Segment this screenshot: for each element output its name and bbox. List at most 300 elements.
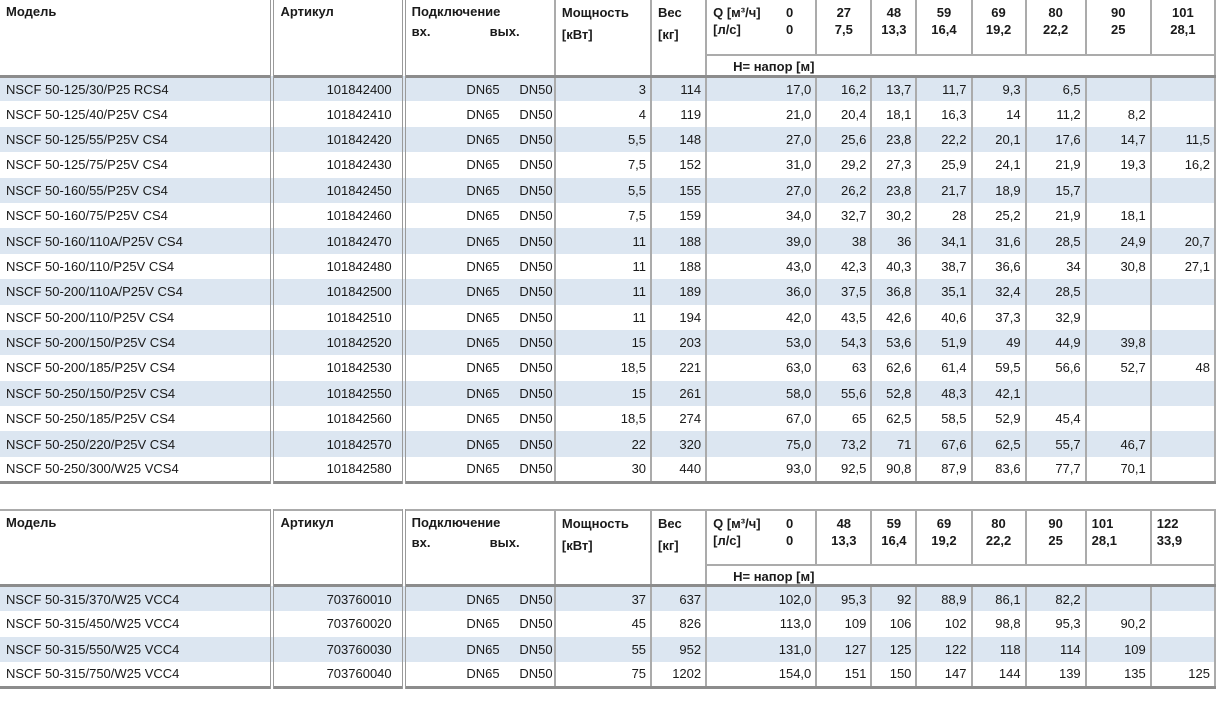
flow-zero-value: 0 [786, 515, 794, 531]
flow-ls-value: 28,1 [1091, 532, 1117, 548]
cell-head-value: 21,9 [1026, 203, 1086, 228]
cell-head-value: 42,6 [871, 305, 916, 330]
cell-connection-outlet: DN50 [519, 591, 553, 607]
cell-connection-outlet: DN50 [519, 81, 553, 97]
cell-model: NSCF 50-160/110A/P25V CS4 [0, 228, 272, 253]
cell-connection-inlet: DN65 [466, 131, 500, 147]
flow-m3h-value: 101 [1172, 5, 1194, 20]
cell-connection [404, 152, 555, 177]
cell-weight: 159 [651, 203, 706, 228]
cell-head-value [1151, 381, 1215, 406]
cell-weight: 952 [651, 637, 706, 662]
cell-model: NSCF 50-200/110/P25V CS4 [0, 305, 272, 330]
flow-m3h-value: 90 [1110, 5, 1126, 20]
column-header-connection [404, 0, 555, 76]
column-header-flow-90 [1026, 510, 1086, 565]
cell-head-value: 46,7 [1086, 431, 1151, 456]
flow-m3h-value: 90 [1048, 515, 1063, 531]
cell-connection [404, 228, 555, 253]
cell-connection-inlet: DN65 [466, 106, 500, 122]
cell-model: NSCF 50-315/370/W25 VCC4 [0, 586, 272, 611]
cell-weight: 203 [651, 330, 706, 355]
cell-head-value: 34,0 [706, 203, 816, 228]
cell-connection [404, 330, 555, 355]
table-header [0, 510, 1215, 586]
column-header-power [555, 0, 651, 76]
cell-head-value [1151, 586, 1215, 611]
flow-ls-value: 13,3 [881, 22, 907, 37]
cell-head-value: 20,4 [816, 101, 871, 126]
cell-head-value: 38 [816, 228, 871, 253]
cell-head-value: 122 [916, 637, 971, 662]
cell-head-value: 109 [816, 611, 871, 636]
cell-power: 45 [555, 611, 651, 636]
flow-sub-label: [л/с] [713, 532, 741, 548]
cell-head-value: 28,5 [1026, 228, 1086, 253]
table-body [0, 76, 1215, 482]
cell-article: 101842430 [272, 152, 403, 177]
cell-head-value: 82,2 [1026, 586, 1086, 611]
cell-model: NSCF 50-250/150/P25V CS4 [0, 381, 272, 406]
cell-head-value: 45,4 [1026, 406, 1086, 431]
cell-connection [404, 611, 555, 636]
cell-model: NSCF 50-125/40/P25V CS4 [0, 101, 272, 126]
flow-ls-value: 33,9 [1156, 532, 1183, 548]
cell-head-value [1151, 305, 1215, 330]
cell-connection-inlet: DN65 [466, 641, 500, 657]
cell-article: 101842510 [272, 305, 403, 330]
cell-connection-outlet: DN50 [519, 284, 553, 300]
cell-article: 703760020 [272, 611, 403, 636]
cell-model: NSCF 50-160/110/P25V CS4 [0, 254, 272, 279]
cell-head-value: 39,8 [1086, 330, 1151, 355]
cell-connection-inlet: DN65 [466, 335, 500, 351]
cell-power: 55 [555, 637, 651, 662]
cell-connection-outlet: DN50 [519, 666, 553, 682]
cell-head-value: 135 [1086, 662, 1151, 687]
flow-ls-value: 13,3 [831, 532, 857, 548]
cell-head-value: 36,8 [871, 279, 916, 304]
cell-connection-outlet: DN50 [519, 182, 553, 198]
cell-weight: 148 [651, 127, 706, 152]
column-header-flow-69 [916, 510, 971, 565]
cell-head-value: 31,0 [706, 152, 816, 177]
flow-m3h-value: 48 [886, 5, 902, 20]
cell-power: 15 [555, 330, 651, 355]
table-row [0, 279, 1215, 304]
cell-head-value: 52,7 [1086, 355, 1151, 380]
cell-weight: 826 [651, 611, 706, 636]
cell-model: NSCF 50-125/30/P25 RCS4 [0, 76, 272, 101]
cell-connection-inlet: DN65 [466, 461, 500, 477]
cell-weight: 119 [651, 101, 706, 126]
cell-connection-outlet: DN50 [519, 360, 553, 376]
cell-article: 101842410 [272, 101, 403, 126]
table-row [0, 178, 1215, 203]
column-header-model: Модель [0, 510, 272, 586]
cell-connection-inlet: DN65 [466, 284, 500, 300]
cell-head-value: 25,6 [816, 127, 871, 152]
cell-head-value: 56,6 [1026, 355, 1086, 380]
cell-model: NSCF 50-315/750/W25 VCC4 [0, 662, 272, 687]
column-header-flow-122 [1151, 510, 1215, 565]
cell-head-value: 25,2 [972, 203, 1026, 228]
flow-m3h-value: 69 [991, 5, 1006, 20]
cell-head-value: 67,0 [706, 406, 816, 431]
cell-head-value: 75,0 [706, 431, 816, 456]
cell-model: NSCF 50-250/300/W25 VCS4 [0, 457, 272, 482]
table-row [0, 637, 1215, 662]
cell-power: 75 [555, 662, 651, 687]
cell-head-value: 147 [916, 662, 971, 687]
column-header-flow-69 [972, 0, 1026, 55]
cell-head-value: 11,7 [916, 76, 971, 101]
column-header-flow-zero [706, 510, 816, 565]
column-header-flow-59 [916, 0, 971, 55]
cell-head-value: 18,1 [1086, 203, 1151, 228]
flow-ls-value: 22,2 [1042, 22, 1069, 37]
cell-article: 101842500 [272, 279, 403, 304]
connection-label: Подключение [411, 4, 501, 19]
cell-connection-inlet: DN65 [466, 385, 500, 401]
cell-head-value: 25,9 [916, 152, 971, 177]
cell-head-value: 65 [816, 406, 871, 431]
cell-weight: 188 [651, 254, 706, 279]
cell-connection [404, 431, 555, 456]
flow-ls-value: 25 [1048, 532, 1063, 548]
cell-head-value: 150 [871, 662, 916, 687]
cell-head-value: 125 [871, 637, 916, 662]
table-row [0, 305, 1215, 330]
cell-head-value [1151, 101, 1215, 126]
cell-head-value: 16,2 [816, 76, 871, 101]
cell-connection-inlet: DN65 [466, 616, 500, 632]
cell-head-value [1151, 76, 1215, 101]
cell-head-value: 92 [871, 586, 916, 611]
cell-head-value: 43,0 [706, 254, 816, 279]
cell-head-value [1086, 305, 1151, 330]
cell-connection [404, 178, 555, 203]
cell-head-value: 39,0 [706, 228, 816, 253]
cell-connection-inlet: DN65 [466, 360, 500, 376]
cell-head-value: 27,1 [1151, 254, 1215, 279]
cell-head-value: 18,9 [972, 178, 1026, 203]
cell-head-value: 53,6 [871, 330, 916, 355]
cell-head-value: 14,7 [1086, 127, 1151, 152]
flow-m3h-value: 27 [836, 5, 852, 20]
cell-head-value: 42,1 [972, 381, 1026, 406]
cell-head-value: 17,0 [706, 76, 816, 101]
cell-head-value: 77,7 [1026, 457, 1086, 482]
cell-article: 101842460 [272, 203, 403, 228]
cell-head-value: 52,9 [972, 406, 1026, 431]
cell-head-value: 87,9 [916, 457, 971, 482]
cell-head-value: 67,6 [916, 431, 971, 456]
cell-connection [404, 457, 555, 482]
cell-head-value: 28,5 [1026, 279, 1086, 304]
cell-connection-inlet: DN65 [466, 157, 500, 173]
cell-head-value: 55,7 [1026, 431, 1086, 456]
cell-connection [404, 279, 555, 304]
table-row [0, 457, 1215, 482]
cell-connection-inlet: DN65 [466, 309, 500, 325]
cell-head-value: 24,1 [972, 152, 1026, 177]
table-row [0, 127, 1215, 152]
cell-head-value: 98,8 [972, 611, 1026, 636]
cell-power: 30 [555, 457, 651, 482]
power-unit: [кВт] [561, 537, 593, 553]
cell-article: 101842550 [272, 381, 403, 406]
cell-head-value: 30,8 [1086, 254, 1151, 279]
column-header-connection [404, 510, 555, 586]
power-unit: [кВт] [561, 27, 593, 42]
cell-weight: 221 [651, 355, 706, 380]
cell-connection [404, 76, 555, 101]
cell-head-value [1026, 381, 1086, 406]
cell-head-value: 43,5 [816, 305, 871, 330]
cell-head-value: 14 [972, 101, 1026, 126]
cell-head-value: 92,5 [816, 457, 871, 482]
cell-model: NSCF 50-200/185/P25V CS4 [0, 355, 272, 380]
cell-connection [404, 637, 555, 662]
cell-connection-inlet: DN65 [466, 182, 500, 198]
cell-connection [404, 662, 555, 687]
cell-head-value: 49 [972, 330, 1026, 355]
cell-head-value [1086, 76, 1151, 101]
flow-zero-value: 0 [786, 5, 794, 20]
table-row [0, 203, 1215, 228]
flow-m3h-value: 59 [936, 5, 952, 20]
cell-head-value: 17,6 [1026, 127, 1086, 152]
cell-head-value: 62,5 [972, 431, 1026, 456]
cell-power: 4 [555, 101, 651, 126]
table-row [0, 330, 1215, 355]
cell-model: NSCF 50-250/185/P25V CS4 [0, 406, 272, 431]
cell-head-value: 62,5 [871, 406, 916, 431]
cell-head-value: 27,3 [871, 152, 916, 177]
cell-head-value: 38,7 [916, 254, 971, 279]
column-header-weight [651, 510, 706, 586]
cell-article: 101842420 [272, 127, 403, 152]
cell-head-value: 8,2 [1086, 101, 1151, 126]
table-row [0, 662, 1215, 687]
cell-head-value [1151, 611, 1215, 636]
cell-head-value [1086, 586, 1151, 611]
weight-unit: [кг] [658, 537, 679, 553]
cell-head-value: 32,9 [1026, 305, 1086, 330]
cell-connection-inlet: DN65 [466, 208, 500, 224]
column-header-flow-zero [706, 0, 816, 55]
pump-spec-table-2 [0, 509, 1216, 689]
cell-model: NSCF 50-125/55/P25V CS4 [0, 127, 272, 152]
cell-head-value: 15,7 [1026, 178, 1086, 203]
column-header-article: Артикул [272, 0, 403, 76]
cell-head-value: 90,8 [871, 457, 916, 482]
column-header-power [555, 510, 651, 586]
cell-head-value: 23,8 [871, 127, 916, 152]
power-label: Мощность [561, 5, 629, 20]
cell-head-value: 71 [871, 431, 916, 456]
cell-head-value: 37,5 [816, 279, 871, 304]
cell-head-value [1151, 406, 1215, 431]
cell-head-value: 32,4 [972, 279, 1026, 304]
cell-head-value: 19,3 [1086, 152, 1151, 177]
cell-article: 101842480 [272, 254, 403, 279]
cell-connection-inlet: DN65 [466, 666, 500, 682]
cell-weight: 440 [651, 457, 706, 482]
column-header-article: Артикул [272, 510, 403, 586]
cell-connection-outlet: DN50 [519, 233, 553, 249]
cell-connection-outlet: DN50 [519, 411, 553, 427]
cell-head-value: 18,1 [871, 101, 916, 126]
cell-head-value: 118 [972, 637, 1026, 662]
cell-head-value: 48,3 [916, 381, 971, 406]
cell-head-value: 102 [916, 611, 971, 636]
cell-head-value [1151, 279, 1215, 304]
cell-head-value: 48 [1151, 355, 1215, 380]
cell-head-value: 51,9 [916, 330, 971, 355]
column-header-flow-80 [972, 510, 1026, 565]
cell-head-value: 54,3 [816, 330, 871, 355]
cell-head-value: 44,9 [1026, 330, 1086, 355]
flow-label: Q [м³/ч] [713, 5, 761, 20]
cell-head-value: 36,6 [972, 254, 1026, 279]
flow-m3h-value: 80 [1048, 5, 1063, 20]
flow-ls-value: 16,4 [931, 22, 957, 37]
cell-connection-inlet: DN65 [466, 233, 500, 249]
column-header-flow-27 [816, 0, 871, 55]
cell-article: 101842530 [272, 355, 403, 380]
cell-connection-inlet: DN65 [466, 436, 500, 452]
cell-article: 101842400 [272, 76, 403, 101]
cell-head-value: 11,5 [1151, 127, 1215, 152]
table-row [0, 431, 1215, 456]
table-row [0, 381, 1215, 406]
cell-connection-outlet: DN50 [519, 616, 553, 632]
table-row [0, 406, 1215, 431]
cell-article: 101842470 [272, 228, 403, 253]
flow-ls-value: 28,1 [1170, 22, 1196, 37]
cell-connection-inlet: DN65 [466, 81, 500, 97]
cell-head-value: 88,9 [916, 586, 971, 611]
cell-head-value: 31,6 [972, 228, 1026, 253]
cell-head-value: 125 [1151, 662, 1215, 687]
cell-connection [404, 127, 555, 152]
cell-article: 101842450 [272, 178, 403, 203]
cell-head-value: 151 [816, 662, 871, 687]
cell-connection [404, 355, 555, 380]
cell-connection-outlet: DN50 [519, 258, 553, 274]
column-header-flow-101 [1151, 0, 1215, 55]
cell-head-value: 20,1 [972, 127, 1026, 152]
cell-connection-outlet: DN50 [519, 157, 553, 173]
cell-head-value: 35,1 [916, 279, 971, 304]
cell-head-value [1151, 178, 1215, 203]
cell-head-value: 55,6 [816, 381, 871, 406]
table-row [0, 254, 1215, 279]
cell-weight: 152 [651, 152, 706, 177]
cell-head-value: 53,0 [706, 330, 816, 355]
cell-model: NSCF 50-315/550/W25 VCC4 [0, 637, 272, 662]
weight-unit: [кг] [658, 27, 679, 42]
cell-head-value: 127 [816, 637, 871, 662]
cell-connection [404, 254, 555, 279]
cell-head-value: 27,0 [706, 127, 816, 152]
cell-weight: 637 [651, 586, 706, 611]
cell-article: 703760010 [272, 586, 403, 611]
inlet-label: вх. [411, 24, 431, 39]
cell-head-value: 42,0 [706, 305, 816, 330]
column-header-flow-59 [871, 510, 916, 565]
cell-head-value: 83,6 [972, 457, 1026, 482]
table-body [0, 586, 1215, 688]
cell-head-value [1086, 381, 1151, 406]
cell-head-value: 36 [871, 228, 916, 253]
cell-head-value: 11,2 [1026, 101, 1086, 126]
cell-power: 37 [555, 586, 651, 611]
cell-connection-outlet: DN50 [519, 309, 553, 325]
flow-ls-value: 25 [1110, 22, 1126, 37]
cell-article: 101842570 [272, 431, 403, 456]
cell-power: 15 [555, 381, 651, 406]
cell-head-value: 59,5 [972, 355, 1026, 380]
cell-connection [404, 586, 555, 611]
table-row [0, 355, 1215, 380]
cell-power: 18,5 [555, 355, 651, 380]
cell-head-value: 40,3 [871, 254, 916, 279]
cell-head-value: 40,6 [916, 305, 971, 330]
cell-head-value: 26,2 [816, 178, 871, 203]
cell-head-value: 93,0 [706, 457, 816, 482]
cell-connection-outlet: DN50 [519, 335, 553, 351]
cell-model: NSCF 50-200/150/P25V CS4 [0, 330, 272, 355]
column-header-flow-48 [871, 0, 916, 55]
cell-connection-outlet: DN50 [519, 385, 553, 401]
cell-weight: 274 [651, 406, 706, 431]
cell-weight: 188 [651, 228, 706, 253]
cell-weight: 320 [651, 431, 706, 456]
cell-article: 703760030 [272, 637, 403, 662]
flow-label: Q [м³/ч] [713, 515, 761, 531]
outlet-label: вых. [489, 534, 520, 550]
table-row [0, 101, 1215, 126]
cell-head-value: 90,2 [1086, 611, 1151, 636]
power-label: Мощность [561, 515, 629, 531]
flow-m3h-value: 101 [1091, 515, 1114, 531]
cell-connection-inlet: DN65 [466, 258, 500, 274]
cell-connection-outlet: DN50 [519, 208, 553, 224]
flow-ls-value: 16,4 [881, 532, 907, 548]
flow-zero-value: 0 [786, 22, 794, 37]
cell-connection [404, 406, 555, 431]
cell-connection-outlet: DN50 [519, 461, 553, 477]
column-header-weight [651, 0, 706, 76]
flow-m3h-value: 69 [936, 515, 952, 531]
cell-head-value: 73,2 [816, 431, 871, 456]
cell-head-value: 32,7 [816, 203, 871, 228]
cell-power: 5,5 [555, 178, 651, 203]
table-row [0, 586, 1215, 611]
cell-head-value: 61,4 [916, 355, 971, 380]
cell-head-value [1151, 637, 1215, 662]
flow-m3h-value: 122 [1156, 515, 1179, 531]
column-header-flow-48 [816, 510, 871, 565]
inlet-label: вх. [411, 534, 431, 550]
cell-model: NSCF 50-315/450/W25 VCC4 [0, 611, 272, 636]
cell-connection-outlet: DN50 [519, 106, 553, 122]
outlet-label: вых. [489, 24, 520, 39]
cell-connection-outlet: DN50 [519, 641, 553, 657]
